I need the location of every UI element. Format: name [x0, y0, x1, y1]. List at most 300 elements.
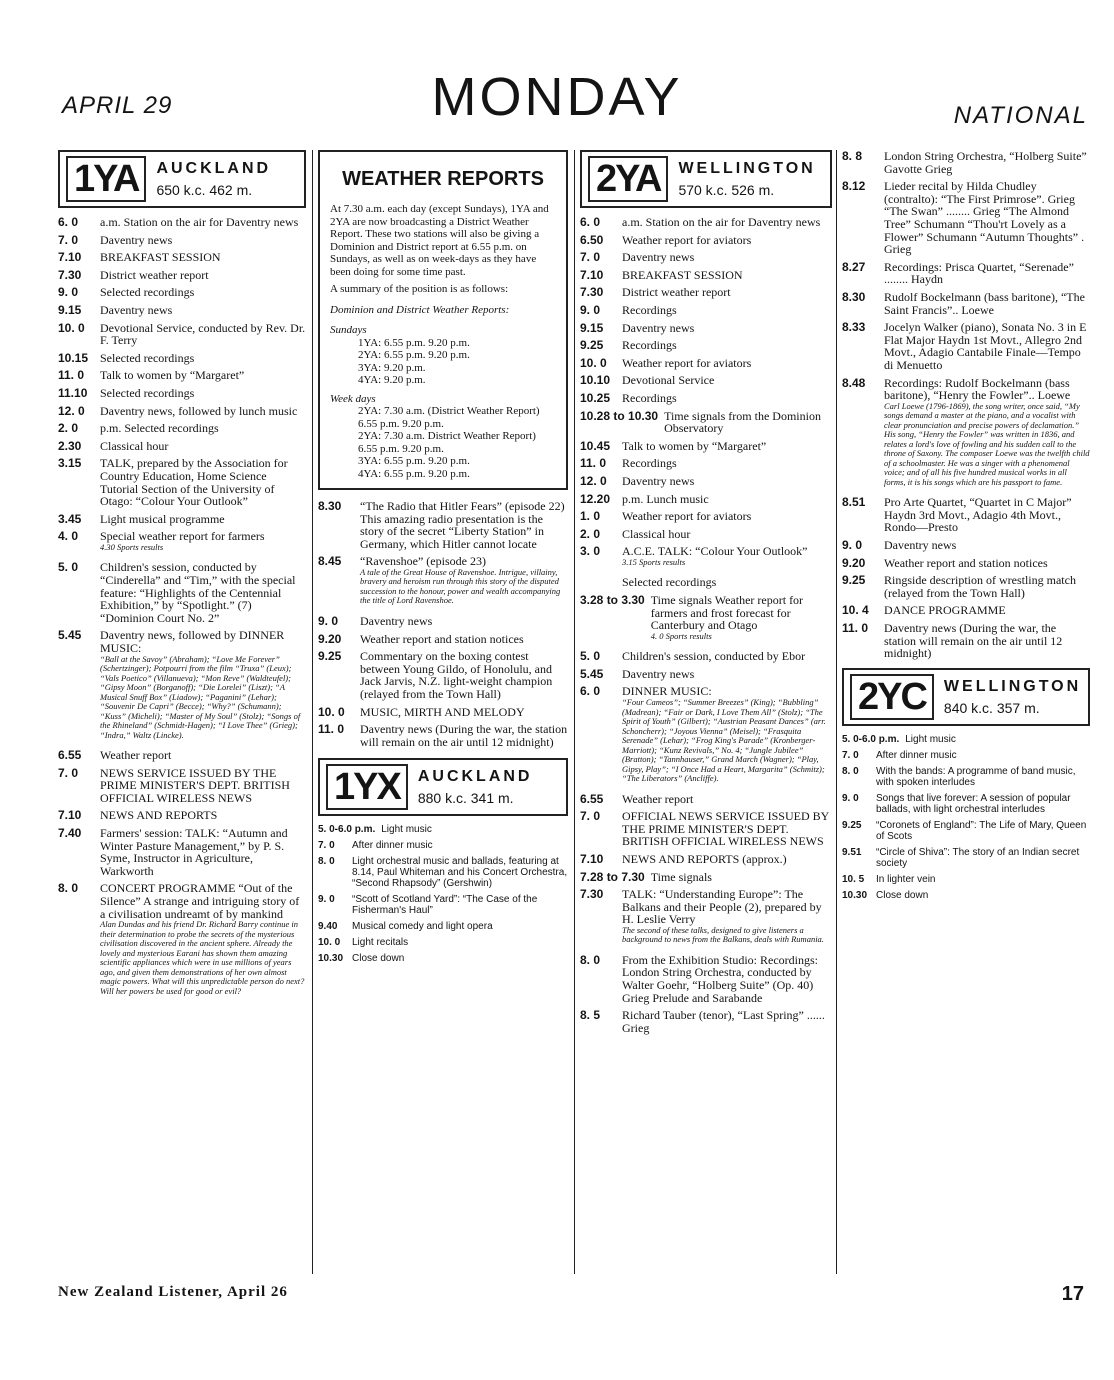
schedule-time: 9. 0 — [318, 894, 335, 906]
schedule-item — [580, 685, 832, 787]
schedule-item — [580, 269, 832, 282]
schedule-time: 6.55 — [580, 791, 604, 806]
schedule-item — [580, 594, 832, 645]
schedule-item — [580, 853, 832, 866]
schedule-item — [318, 840, 568, 851]
weather-row: 4YA: 6.55 p.m. 9.20 p.m. — [358, 467, 470, 480]
schedule-time: 8.12 — [842, 179, 866, 194]
schedule-time: 9.20 — [318, 631, 342, 646]
station-box-1ya — [58, 150, 306, 208]
schedule-item — [842, 557, 1090, 570]
schedule-entry — [622, 576, 716, 589]
schedule-text: Lieder recital by Hilda Chudley (contralto): “The First Primrose”. Grieg “The Swan” ........ Grieg “The Almond Tree” Schumann “Thou'rt Lovely as a Flower” Schumann “Autumn Thoughts” . Grieg — [884, 179, 1085, 257]
schedule-text: District weather report — [100, 267, 209, 282]
schedule-list — [318, 824, 568, 964]
schedule-entry — [622, 650, 805, 663]
weather-row: 6.55 p.m. 9.20 p.m. — [358, 417, 444, 430]
schedule-time: 6.50 — [580, 232, 604, 247]
header-date: APRIL 29 — [62, 92, 173, 119]
schedule-entry — [352, 953, 404, 964]
weather-row: 3YA: 9.20 p.m. — [358, 361, 426, 374]
schedule-text: MUSIC, MIRTH AND MELODY — [360, 704, 525, 719]
schedule-time: 9.15 — [58, 302, 82, 317]
schedule-entry — [876, 890, 928, 901]
schedule-text: Talk to women by “Margaret” — [622, 438, 767, 453]
schedule-time: 9.25 — [318, 649, 342, 664]
schedule-text: A.C.E. TALK: “Colour Your Outlook” — [622, 544, 808, 559]
schedule-text: Daventry news — [360, 613, 433, 628]
schedule-text: CONCERT PROGRAMME “Out of the Silence” A strange and intriguing story of a civilisation undreamt of by mankind — [100, 881, 300, 921]
column-divider — [836, 150, 837, 1274]
schedule-entry — [622, 954, 832, 1004]
schedule-item — [580, 650, 832, 663]
schedule-item — [842, 321, 1090, 371]
schedule-time: 7. 0 — [58, 765, 79, 780]
schedule-time: 7. 0 — [580, 809, 601, 824]
schedule-entry — [100, 513, 225, 526]
schedule-time: 10.25 — [580, 390, 611, 405]
schedule-item — [842, 180, 1090, 256]
schedule-entry — [360, 615, 432, 628]
schedule-time: 10.30 — [842, 889, 868, 901]
schedule-entry — [622, 339, 677, 352]
schedule-text: Recordings: Prisca Quartet, “Serenade” ........ Haydn — [884, 259, 1074, 287]
schedule-time: 7.28 to 7.30 — [580, 869, 645, 884]
schedule-entry — [884, 261, 1090, 286]
station-box-1yx — [318, 758, 568, 816]
weather-text-2: A summary of the position is as follows: — [330, 283, 509, 295]
schedule-time: 7. 0 — [58, 232, 79, 247]
schedule-item — [842, 496, 1090, 534]
schedule-item — [580, 216, 832, 229]
schedule-entry — [651, 594, 832, 645]
schedule-time: 8. 0 — [58, 881, 79, 896]
schedule-item — [842, 766, 1090, 788]
station-box-2ya — [580, 150, 832, 208]
schedule-item — [580, 322, 832, 335]
schedule-entry — [651, 871, 712, 884]
schedule-text: Recordings — [622, 390, 677, 405]
schedule-time: 10. 4 — [842, 603, 869, 618]
schedule-entry — [100, 767, 306, 805]
schedule-entry — [884, 377, 1090, 492]
schedule-item — [842, 793, 1090, 815]
schedule-entry — [100, 422, 219, 435]
schedule-time: 7. 0 — [318, 840, 335, 852]
schedule-entry — [622, 357, 751, 370]
schedule-item — [318, 723, 568, 748]
schedule-time: 6. 0 — [580, 684, 601, 699]
schedule-time: 8.51 — [842, 495, 866, 510]
schedule-time: 1. 0 — [580, 509, 601, 524]
schedule-entry — [100, 809, 217, 822]
schedule-text: DANCE PROGRAMME — [884, 603, 1006, 618]
schedule-text: After dinner music — [352, 840, 433, 852]
schedule-time: 5. 0-6.0 p.m. — [842, 733, 900, 745]
schedule-entry — [100, 286, 194, 299]
column-2ya — [580, 150, 832, 1039]
schedule-text: Pro Arte Quartet, “Quartet in C Major” Haydn 3rd Movt., Adagio 4th Movt., Rondo—Presto — [884, 495, 1072, 535]
schedule-time: 5. 0 — [58, 560, 79, 575]
schedule-item — [580, 234, 832, 247]
schedule-entry — [100, 530, 265, 556]
schedule-entry — [100, 561, 306, 624]
schedule-entry — [622, 685, 832, 787]
schedule-entry — [100, 322, 306, 347]
schedule-item — [58, 405, 306, 418]
schedule-time: 8.30 — [842, 289, 866, 304]
schedule-text: “The Radio that Hitler Fears” (episode 22) This amazing radio presentation is the story of the secret “Liberty Station” in Germany, which Hitler cannot locate — [360, 499, 565, 551]
schedule-time: 6. 0 — [580, 215, 601, 229]
schedule-entry — [100, 387, 194, 400]
schedule-entry — [876, 847, 1090, 869]
schedule-text: Close down — [876, 889, 929, 901]
schedule-item — [842, 539, 1090, 552]
schedule-text: From the Exhibition Studio: Recordings: London String Orchestra, conducted by Walter Goehr, “Holberg Suite” (Op. 40) Grieg Prelude and Sarabande — [622, 952, 818, 1005]
schedule-text: Daventry news — [884, 537, 957, 552]
schedule-time: 7.40 — [58, 826, 82, 840]
schedule-text: After dinner music — [876, 749, 957, 761]
schedule-time: 8. 8 — [842, 149, 863, 163]
schedule-text: Time signals from the Dominion Observatory — [664, 408, 821, 436]
schedule-entry — [622, 1009, 832, 1034]
schedule-entry — [884, 150, 1090, 175]
schedule-item — [318, 894, 568, 916]
schedule-entry — [100, 269, 209, 282]
schedule-item — [842, 574, 1090, 599]
schedule-item — [580, 357, 832, 370]
schedule-item — [58, 809, 306, 822]
schedule-time: 9.40 — [318, 921, 338, 933]
weather-row: 3YA: 6.55 p.m. 9.20 p.m. — [358, 455, 470, 467]
schedule-time: 8.27 — [842, 259, 866, 274]
schedule-list — [318, 500, 568, 748]
station-logo: 2YC — [850, 674, 934, 720]
schedule-text: TALK: “Understanding Europe”: The Balkans and their People (2), prepared by H. Leslie Verry — [622, 887, 822, 927]
schedule-text: “Ravenshoe” (episode 23) — [360, 554, 486, 569]
schedule-item — [580, 410, 832, 435]
schedule-entry — [360, 706, 525, 719]
schedule-text: BREAKFAST SESSION — [622, 267, 743, 282]
schedule-text: Devotional Service — [622, 373, 715, 388]
weather-row: 6.55 p.m. 9.20 p.m. — [358, 442, 444, 455]
schedule-item — [318, 633, 568, 646]
schedule-entry — [622, 251, 694, 264]
schedule-item — [58, 749, 306, 762]
schedule-time: 11. 0 — [580, 456, 607, 471]
schedule-text: a.m. Station on the air for Daventry news — [100, 215, 299, 229]
schedule-time: 2. 0 — [580, 526, 601, 541]
schedule-item — [842, 291, 1090, 316]
schedule-text: Daventry news — [622, 473, 695, 488]
schedule-text: Songs that live forever: A session of popular ballads, with light orchestral interludes — [876, 792, 1071, 815]
schedule-entry — [622, 322, 694, 335]
schedule-entry — [876, 766, 1090, 788]
schedule-time: 8.33 — [842, 320, 866, 335]
schedule-text: Light music — [905, 733, 956, 745]
schedule-entry — [100, 405, 297, 418]
schedule-entry — [622, 440, 766, 453]
schedule-item — [318, 500, 568, 550]
schedule-text: “Coronets of England”: The Life of Mary, Queen of Scots — [876, 819, 1087, 842]
schedule-time: 8.45 — [318, 554, 342, 569]
schedule-item — [842, 874, 1090, 885]
schedule-time: 11.10 — [58, 385, 88, 400]
schedule-text: Light music — [381, 824, 432, 836]
schedule-entry — [100, 352, 194, 365]
station-box-2yc — [842, 668, 1090, 726]
schedule-item — [842, 150, 1090, 175]
schedule-entry — [622, 269, 743, 282]
schedule-time: 11. 0 — [318, 722, 345, 737]
schedule-text: Recordings: Rudolf Bockelmann (bass baritone), “Henry the Fowler”.. Loewe — [884, 375, 1071, 403]
schedule-list — [842, 734, 1090, 901]
schedule-list — [842, 150, 1090, 660]
weekdays-heading: Week days — [330, 392, 376, 405]
schedule-entry — [622, 545, 807, 571]
schedule-time: 6.55 — [58, 748, 82, 763]
schedule-item — [842, 734, 1090, 745]
schedule-text: Daventry news — [100, 232, 173, 247]
schedule-item — [842, 622, 1090, 660]
schedule-time: 10. 0 — [318, 704, 345, 719]
schedule-entry — [352, 921, 493, 932]
schedule-time: 8. 0 — [318, 856, 335, 868]
schedule-item — [58, 216, 306, 229]
schedule-entry — [884, 557, 1048, 570]
schedule-text: Time signals — [650, 869, 712, 884]
schedule-text: “Circle of Shiva”: The story of an Indian secret society — [876, 846, 1080, 869]
schedule-time: 10. 0 — [58, 320, 85, 335]
schedule-time: 12. 0 — [580, 473, 607, 488]
schedule-item — [580, 304, 832, 317]
schedule-item — [842, 820, 1090, 842]
schedule-note: “Ball at the Savoy” (Abraham); “Love Me Forever” (Schertzinger); Potpourri from the film “Truxa” (Leux); “Vals Poetico” (Villanueva); “Mon Reve” (Waldteufel); “Gipsy Moon” (Borganoff); “Die Lorelei” (Liszt); “A Musical Snuff Box” (Liadow); “Paganini” (Lehar); “Souvenir De Capri” (Becce); “Why?” (Schumann); “Kuss” (Micheli); “Master of My Soul” (Stolz); “Songs of the Rhineland” (Schmidt-Hagen); “I Love Thee” (Grieg); “Indra,” Waltz (Lincke). — [100, 653, 301, 740]
station-location: AUCKLAND — [156, 160, 272, 177]
sundays-heading: Sundays — [330, 324, 367, 336]
schedule-item — [580, 888, 832, 949]
schedule-list — [58, 216, 306, 1000]
schedule-item — [318, 615, 568, 628]
schedule-item — [58, 322, 306, 347]
schedule-note: 4. 0 Sports results — [650, 630, 712, 641]
schedule-text: Weather report for aviators — [622, 355, 752, 370]
weather-row: 2YA: 7.30 a.m. (District Weather Report) — [358, 405, 540, 417]
schedule-entry — [876, 874, 935, 885]
schedule-text: Talk to women by “Margaret” — [100, 368, 245, 383]
schedule-item — [580, 374, 832, 387]
schedule-text: Light recitals — [352, 937, 409, 949]
schedule-entry — [360, 500, 568, 550]
schedule-item — [58, 422, 306, 435]
column-2yc — [842, 150, 1090, 906]
schedule-entry — [100, 440, 168, 453]
schedule-time: 9. 0 — [318, 613, 339, 628]
schedule-text: Recordings — [622, 338, 677, 353]
schedule-note: 4.30 Sports results — [100, 541, 164, 552]
page-number: 17 — [1061, 1283, 1084, 1305]
schedule-item — [58, 767, 306, 805]
schedule-time: 4. 0 — [58, 529, 79, 544]
schedule-text: Weather report — [100, 748, 172, 763]
schedule-entry — [100, 629, 306, 744]
schedule-item — [580, 1009, 832, 1034]
schedule-entry — [622, 304, 677, 317]
schedule-text: London String Orchestra, “Holberg Suite” Gavotte Grieg — [884, 149, 1087, 176]
schedule-text: TALK, prepared by the Association for Country Education, Home Science Tutorial Section of the University of Otago: “Colour Your Outlook” — [100, 456, 288, 509]
weekdays-rows — [358, 405, 556, 480]
schedule-entry — [876, 793, 1090, 815]
schedule-text: p.m. Selected recordings — [100, 421, 219, 436]
schedule-entry — [876, 820, 1090, 842]
schedule-item — [58, 882, 306, 1000]
schedule-time: 7.30 — [58, 267, 82, 282]
schedule-time: 9. 0 — [58, 285, 79, 300]
schedule-note: The second of these talks, designed to give listeners a background to news from the Balkans, deals with Rumania. — [622, 924, 824, 945]
schedule-text: Light musical programme — [100, 511, 225, 526]
schedule-text: Recordings — [622, 456, 677, 471]
schedule-text: Children's session, conducted by “Cinderella” and “Tim,” with the special feature: “Highlights of the Centennial Exhibition,” by “Spotlight.” (7) “Dominion Court No. 2” — [100, 560, 296, 625]
schedule-time: 10.10 — [580, 373, 611, 388]
schedule-text: Commentary on the boxing contest between Young Gildo, of Honolulu, and Jack Jarvis, N.Z. light-weight champion (relayed from the Town Hall) — [360, 649, 553, 701]
schedule-item — [58, 387, 306, 400]
schedule-item — [842, 261, 1090, 286]
schedule-item — [580, 576, 832, 589]
schedule-entry — [622, 216, 820, 229]
weather-row: 4YA: 9.20 p.m. — [358, 374, 426, 386]
header-day: MONDAY — [431, 67, 683, 127]
schedule-time: 11. 0 — [58, 368, 85, 383]
schedule-time: 7. 0 — [580, 250, 601, 265]
schedule-item — [580, 954, 832, 1004]
column-weather — [318, 150, 568, 969]
schedule-item — [580, 392, 832, 405]
schedule-time: 2. 0 — [58, 421, 79, 436]
schedule-text: Selected recordings — [622, 575, 717, 590]
schedule-text: BREAKFAST SESSION — [100, 250, 221, 265]
schedule-entry — [100, 457, 306, 507]
schedule-text: DINNER MUSIC: — [622, 684, 712, 699]
schedule-text: Daventry news — [622, 250, 695, 265]
column-1yA — [58, 150, 306, 1005]
schedule-item — [58, 286, 306, 299]
schedule-text: Jocelyn Walker (piano), Sonata No. 3 in E Flat Major Haydn 1st Movt., Allegro 2nd Movt., Adagio Cantabile Finale—Tempo di Menuetto — [884, 320, 1087, 372]
station-frequency: 840 k.c. 357 m. — [943, 699, 1040, 716]
schedule-item — [580, 668, 832, 681]
schedule-item — [842, 750, 1090, 761]
schedule-time: 9.25 — [580, 338, 604, 353]
station-logo: 1YA — [66, 156, 146, 202]
station-frequency: 880 k.c. 341 m. — [417, 790, 514, 807]
schedule-time: 6. 0 — [58, 215, 79, 229]
schedule-time: 10.45 — [580, 438, 611, 453]
schedule-item — [580, 528, 832, 541]
schedule-text: Special weather report for farmers — [100, 529, 265, 544]
schedule-text: Daventry news, followed by lunch music — [100, 403, 298, 418]
station-location: WELLINGTON — [678, 160, 816, 177]
schedule-item — [580, 545, 832, 571]
schedule-item — [580, 457, 832, 470]
schedule-entry — [622, 286, 731, 299]
schedule-entry — [100, 251, 221, 264]
schedule-text: Daventry news (During the war, the station will remain on the air until 12 midnight) — [360, 722, 568, 749]
station-frequency: 650 k.c. 462 m. — [156, 182, 253, 198]
schedule-time: 7.10 — [580, 851, 604, 866]
schedule-entry — [360, 650, 568, 700]
station-logo: 2YA — [588, 156, 668, 202]
station-logo: 1YX — [326, 764, 408, 810]
schedule-item — [58, 629, 306, 744]
schedule-time: 3.28 to 3.30 — [580, 592, 645, 607]
weather-row: 2YA: 7.30 a.m. District Weather Report) — [358, 430, 536, 442]
schedule-time: 5. 0-6.0 p.m. — [318, 824, 376, 836]
schedule-text: Devotional Service, conducted by Rev. Dr. F. Terry — [100, 320, 306, 348]
schedule-time: 10.30 — [318, 953, 344, 965]
schedule-item — [580, 251, 832, 264]
schedule-item — [58, 530, 306, 556]
schedule-item — [580, 793, 832, 806]
schedule-item — [580, 871, 832, 884]
schedule-time: 7. 0 — [842, 749, 859, 761]
schedule-text: Richard Tauber (tenor), “Last Spring” ...... Grieg — [622, 1008, 825, 1035]
schedule-item — [318, 937, 568, 948]
schedule-time: 8. 0 — [842, 765, 859, 777]
schedule-entry — [352, 840, 433, 851]
sundays-rows — [358, 337, 556, 387]
schedule-entry — [884, 291, 1090, 316]
schedule-entry — [664, 410, 832, 435]
schedule-text: Daventry news — [622, 320, 695, 335]
schedule-time: 10. 5 — [842, 873, 865, 885]
schedule-note: “Four Cameos”; “Summer Breezes” (King); “Bubbling” (Madrean); “Fair or Dark, I Love Them All” (Stolz); “The Spirit of Youth” (Gilbert); “Austrian Peasant Dances” (arr. Schoncherr); “Joyous Vienna” (Meisel); “Frasquita Serenade” (Lehar); “Frog King's Parade” (Kronberger-Marriott); “Kunz Revivals,” No. 4; “Jungle Jubilee” (Bratton); “Tannhauser,” Grand March (Wagner); “Play, Gipsy, Play”; “I Once Had a Heart, Margarita” (Schmitz); “The Liberators” (Ancliffe). — [622, 697, 826, 784]
schedule-entry — [381, 824, 432, 835]
schedule-text: Weather report and station notices — [884, 555, 1048, 570]
schedule-time — [580, 576, 622, 589]
schedule-entry — [622, 510, 751, 523]
schedule-text: District weather report — [622, 285, 731, 300]
schedule-note: A tale of the Great House of Ravenshoe. Intrigue, villainy, bravery and heroism run through this story of the disputed succession to the honour, power and wealth accompanying the title of Lord Ravenshoe. — [360, 566, 561, 606]
schedule-item — [580, 475, 832, 488]
weather-subtitle: Dominion and District Weather Reports: — [330, 303, 510, 316]
schedule-time: 11. 0 — [842, 620, 869, 635]
weather-title: WEATHER REPORTS — [342, 168, 544, 190]
schedule-time: 7.30 — [580, 285, 604, 300]
schedule-item — [58, 251, 306, 264]
schedule-note: 3.15 Sports results — [622, 556, 686, 567]
header-network: NATIONAL — [953, 102, 1088, 129]
weather-text: At 7.30 a.m. each day (except Sundays), 1YA and 2YA are now broadcasting a District Weather Report. These two stations will also be giving a Dominion and District report at 6.55 p.m. on Sundays, as well as on week-days as they have been doing for some time past. — [330, 203, 549, 278]
schedule-item — [580, 286, 832, 299]
schedule-text: Selected recordings — [100, 350, 195, 365]
schedule-text: With the bands: A programme of band music, with spoken interludes — [876, 765, 1076, 788]
station-location: WELLINGTON — [943, 677, 1082, 695]
schedule-entry — [100, 882, 306, 1000]
schedule-entry — [884, 321, 1090, 371]
schedule-item — [580, 810, 832, 848]
schedule-text: NEWS AND REPORTS (approx.) — [622, 851, 787, 866]
schedule-text: Ringside description of wrestling match (relayed from the Town Hall) — [884, 573, 1076, 600]
column-divider — [574, 150, 575, 1274]
schedule-text: Light orchestral music and ballads, featuring at 8.14, Paul Whiteman and his Concert Orchestra, “Second Rhapsody” (Gershwin) — [352, 856, 568, 890]
schedule-time: 8. 0 — [580, 952, 601, 967]
schedule-text: Children's session, conducted by Ebor — [622, 649, 806, 664]
schedule-entry — [360, 723, 568, 748]
schedule-text: Recordings — [622, 302, 677, 317]
schedule-text: Musical comedy and light opera — [352, 921, 493, 933]
schedule-entry — [884, 622, 1090, 660]
schedule-item — [318, 650, 568, 700]
schedule-time: 8.48 — [842, 375, 866, 390]
